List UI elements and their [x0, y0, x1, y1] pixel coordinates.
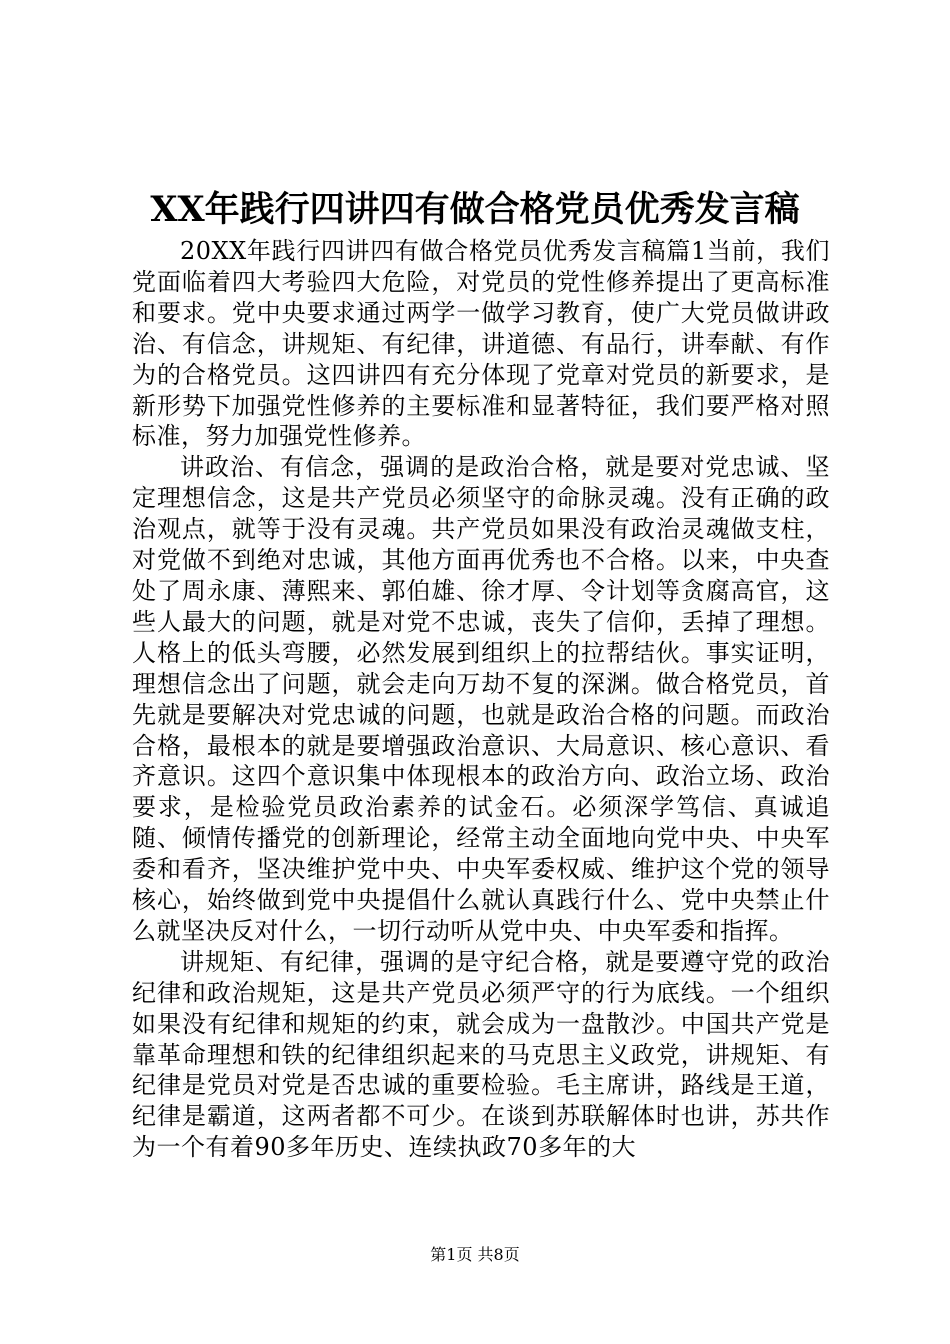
document-body — [132, 236, 830, 1163]
paragraph-1: 20XX年践行四讲四有做合格党员优秀发言稿篇1当前，我们党面临着四大考验四大危险，对党员的党性修养提出了更高标准和要求。党中央要求通过两学一做学习教育，使广大党员做讲政治、有信念，讲规矩、有纪律，讲道德、有品行，讲奉献、有作为的合格党员。这四讲四有充分体现了党章对党员的新要求，是新形势下加强党性修养的主要标准和显著特征，我们要严格对照标准，努力加强党性修养。 — [132, 237, 830, 451]
paragraph-2: 讲政治、有信念，强调的是政治合格，就是要对党忠诚、坚定理想信念，这是共产党员必须坚守的命脉灵魂。没有正确的政治观点，就等于没有灵魂。共产党员如果没有政治灵魂做支柱，对党做不到绝对忠诚，其他方面再优秀也不合格。以来，中央查处了周永康、薄熙来、郭伯雄、徐才厚、令计划等贪腐高官，这些人最大的问题，就是对党不忠诚，丧失了信仰，丢掉了理想。人格上的低头弯腰，必然发展到组织上的拉帮结伙。事实证明，理想信念出了问题，就会走向万劫不复的深渊。做合格党员，首先就是要解决对党忠诚的问题，也就是政治合格的问题。而政治合格，最根本的就是要增强政治意识、大局意识、核心意识、看齐意识。这四个意识集中体现根本的政治方向、政治立场、政治要求，是检验党员政治素养的试金石。必须深学笃信、真诚追随、倾情传播党的创新理论，经常主动全面地向党中央、中央军委和看齐，坚决维护党中央、中央军委权威、维护这个党的领导核心，始终做到党中央提倡什么就认真践行什么、党中央禁止什么就坚决反对什么，一切行动听从党中央、中央军委和指挥。 — [132, 453, 830, 945]
page-number-footer: 第1页 共8页 — [430, 1245, 520, 1264]
document-title: XX年践行四讲四有做合格党员优秀发言稿 — [150, 189, 800, 230]
paragraph-3: 讲规矩、有纪律，强调的是守纪合格，就是要遵守党的政治纪律和政治规矩，这是共产党员必须严守的行为底线。一个组织如果没有纪律和规矩的约束，就会成为一盘散沙。中国共产党是靠革命理想和铁的纪律组织起来的马克思主义政党，讲规矩、有纪律是党员对党是否忠诚的重要检验。毛主席讲，路线是王道，纪律是霸道，这两者都不可少。在谈到苏联解体时也讲，苏共作为一个有着90多年历史、连续执政70多年的大 — [132, 947, 830, 1162]
